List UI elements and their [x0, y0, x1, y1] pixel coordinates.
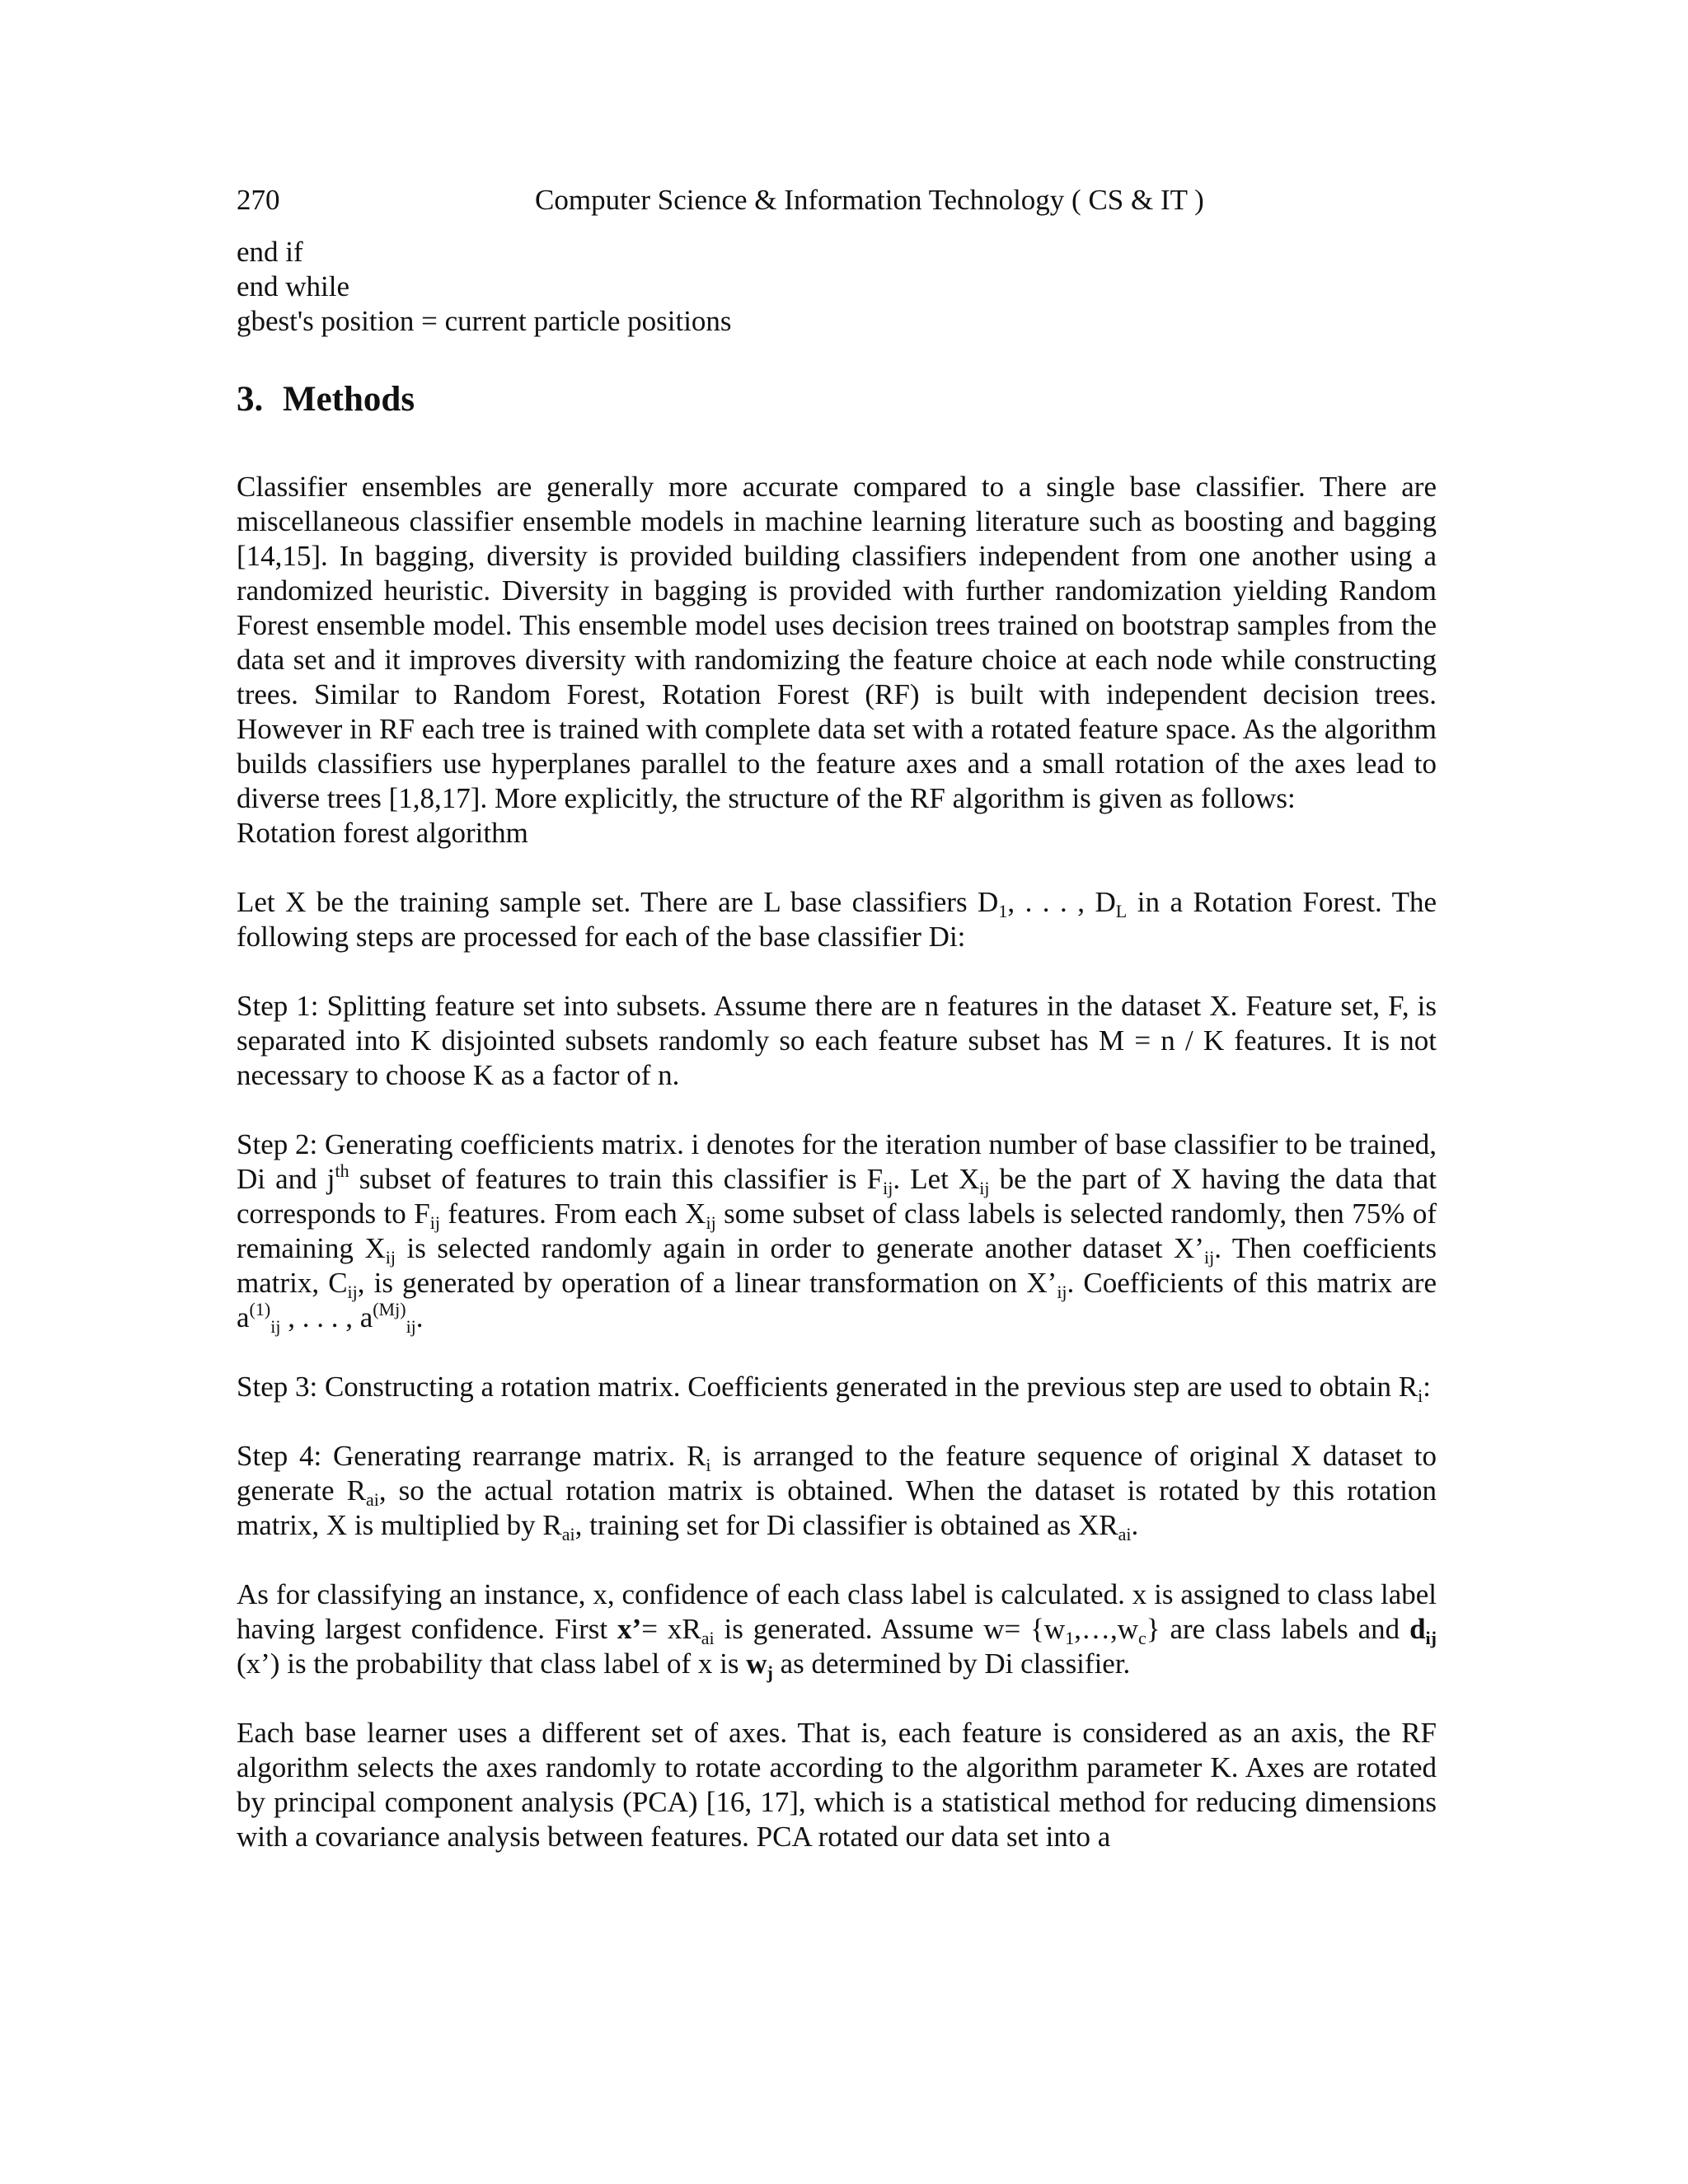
algorithm-title: Rotation forest algorithm [237, 817, 528, 849]
step-2: Step 2: Generating coefficients matrix. i denotes for the iteration number of base classifier to be trained, Di and $j^{th}$ subset of features to train this classifier is $F_{ij}$. Let $X_{ij}$ be the part of X having the data that corresponds to $F_{ij}$ features. From each $X_{ij}$ some subset of class labels is selected randomly, then 75% of remaining $X_{ij}$ is selected randomly again in order to generate another dataset $X’_{ij}$. Then coefficients matrix, $C_{ij}$, is generated by operation of a linear transformation on $X’_{ij}$. Coefficients of this matrix are $a^{(1)}_{ij}$ , . . . , $a^{(Mj)}_{ij}$. [237, 1128, 1437, 1337]
section-number: 3. [237, 380, 264, 419]
paragraph-training-set: Let X be the training sample set. There are L base classifiers $D_1$, . . . , $D_L$ in a Rotation Forest. The following steps are processed for each of the base classifier Di: [237, 886, 1437, 953]
paragraph-pca: Each base learner uses a different set of axes. That is, each feature is considered as an axis, the RF algorithm selects the axes randomly to rotate according to the algorithm parameter K. Axes are rotated by principal component analysis (PCA) [16, 17], which is a statistical method for reducing dimensions with a covariance analysis between features. PCA rotated our data set into a [237, 1717, 1437, 1853]
code-line: end while [237, 270, 350, 302]
running-header [237, 183, 1437, 218]
section-title: Methods [283, 380, 415, 419]
step-4: Step 4: Generating rearrange matrix. $R_i$ is arranged to the feature sequence of original X dataset to generate $R_{ai}$, so the actual rotation matrix is obtained. When the dataset is rotated by this rotation matrix, X is multiplied by $R_{ai}$, training set for Di classifier is obtained as $XR_{ai}$. [237, 1440, 1437, 1544]
pseudocode-tail [237, 235, 732, 339]
body-text [237, 470, 1437, 1889]
paragraph-classification: As for classifying an instance, x, confidence of each class label is calculated. x is assigned to class label having largest confidence. First x’= $xR_{ai}$ is generated. Assume $w= \{w_1,\dots,w_c\}$ are class labels and $d_{ij}$ (x’) is the probability that class label of x is $w_j$ as determined by Di classifier. [237, 1578, 1437, 1683]
code-line: gbest's position = current particle positions [237, 305, 732, 337]
section-heading [237, 379, 415, 420]
page-number: 270 [237, 184, 280, 216]
code-line: end if [237, 236, 303, 268]
journal-title: Computer Science & Information Technology ( CS & IT ) [535, 184, 1204, 216]
step-3: Step 3: Constructing a rotation matrix. Coefficients generated in the previous step are used to obtain $R_i$: [237, 1371, 1431, 1406]
paragraph-intro: Classifier ensembles are generally more accurate compared to a single base classifier. There are miscellaneous classifier ensemble models in machine learning literature such as boosting and bagging [14,15]. In bagging, diversity is provided building classifiers independent from one another using a randomized heuristic. Diversity in bagging is provided with further randomization yielding Random Forest ensemble model. This ensemble model uses decision trees trained on bootstrap samples from the data set and it improves diversity with randomizing the feature choice at each node while constructing trees. Similar to Random Forest, Rotation Forest (RF) is built with independent decision trees. However in RF each tree is trained with complete data set with a rotated feature space. As the algorithm builds classifiers use hyperplanes parallel to the feature axes and a small rotation of the axes lead to diverse trees [1,8,17]. More explicitly, the structure of the RF algorithm is given as follows: [237, 471, 1437, 814]
step-1: Step 1: Splitting feature set into subsets. Assume there are n features in the dataset X. Feature set, F, is separated into K disjointed subsets randomly so each feature subset has M = n / K features. It is not necessary to choose K as a factor of n. [237, 990, 1437, 1091]
